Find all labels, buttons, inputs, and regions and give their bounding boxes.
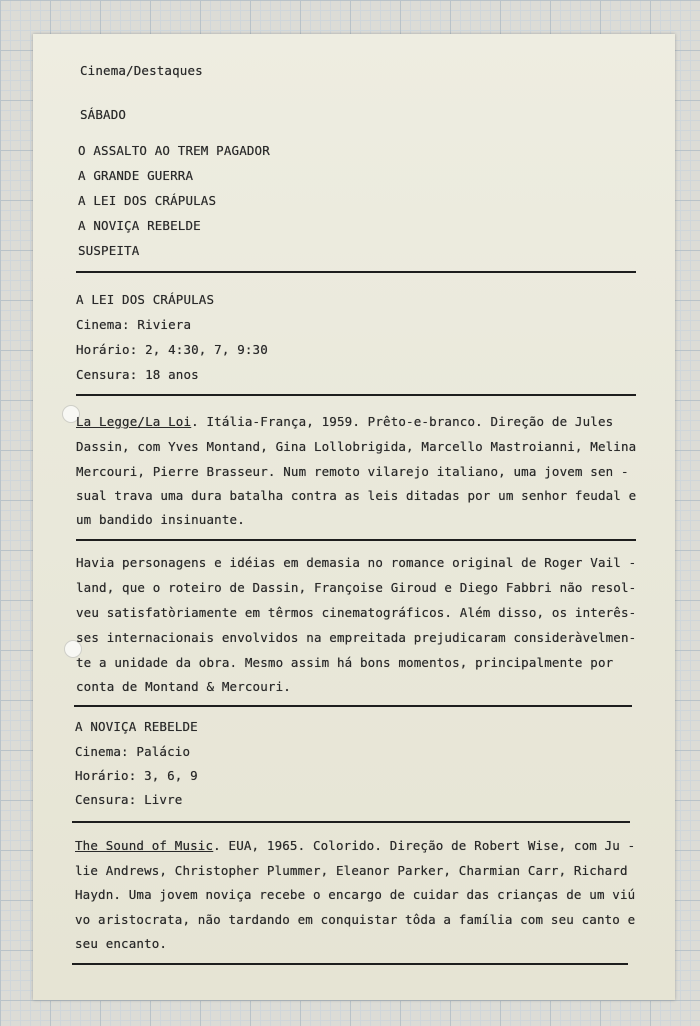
synopsis-line: Dassin, com Yves Montand, Gina Lollobrigida, Marcello Mastroianni, Melina <box>76 439 637 454</box>
showtimes: Horário: 2, 4:30, 7, 9:30 <box>76 342 268 357</box>
day-heading: SÁBADO <box>80 107 127 122</box>
review-line: Havia personagens e idéias em demasia no romance original de Roger Vail - <box>76 555 637 570</box>
synopsis-line: Haydn. Uma jovem noviça recebe o encargo de cuidar das crianças de um viú <box>75 887 636 902</box>
rating: Censura: 18 anos <box>76 367 199 382</box>
film-title: A LEI DOS CRÁPULAS <box>76 292 215 307</box>
cinema-name: Cinema: Riviera <box>76 317 192 332</box>
film-list-item: A LEI DOS CRÁPULAS <box>78 193 217 208</box>
section-heading: Cinema/Destaques <box>80 63 203 78</box>
film-title: A NOVIÇA REBELDE <box>75 719 198 734</box>
divider <box>74 705 632 707</box>
divider <box>72 821 630 823</box>
original-title: The Sound of Music <box>75 838 214 853</box>
divider <box>76 271 636 273</box>
film-list-item: O ASSALTO AO TREM PAGADOR <box>78 143 270 158</box>
synopsis-line: The Sound of Music. EUA, 1965. Colorido. Direção de Robert Wise, com Ju - <box>75 838 636 853</box>
cinema-name: Cinema: Palácio <box>75 744 191 759</box>
synopsis-line: seu encanto. <box>75 936 168 951</box>
rating: Censura: Livre <box>75 792 183 807</box>
synopsis-line: sual trava uma dura batalha contra as leis ditadas por um senhor feudal e <box>76 488 637 503</box>
divider <box>76 394 636 396</box>
synopsis-line: Mercouri, Pierre Brasseur. Num remoto vilarejo italiano, uma jovem sen - <box>76 464 629 479</box>
film-list-item: SUSPEITA <box>78 243 140 258</box>
film-list-item: A GRANDE GUERRA <box>78 168 194 183</box>
synopsis-line: um bandido insinuante. <box>76 512 245 527</box>
original-title: La Legge/La Loi <box>76 414 192 429</box>
review-line: ses internacionais envolvidos na empreitada prejudicaram consideràvelmen- <box>76 630 637 645</box>
divider <box>72 963 628 965</box>
synopsis-line: vo aristocrata, não tardando em conquistar tôda a família com seu canto e <box>75 912 636 927</box>
synopsis-line: lie Andrews, Christopher Plummer, Eleanor Parker, Charmian Carr, Richard <box>75 863 628 878</box>
showtimes: Horário: 3, 6, 9 <box>75 768 198 783</box>
review-line: conta de Montand & Mercouri. <box>76 679 291 694</box>
review-line: te a unidade da obra. Mesmo assim há bons momentos, principalmente por <box>76 655 614 670</box>
synopsis-line: La Legge/La Loi. Itália-França, 1959. Prêto-e-branco. Direção de Jules <box>76 414 614 429</box>
film-list-item: A NOVIÇA REBELDE <box>78 218 201 233</box>
review-line: veu satisfatòriamente em têrmos cinematográficos. Além disso, os interês- <box>76 605 637 620</box>
review-line: land, que o roteiro de Dassin, Françoise Giroud e Diego Fabbri não resol- <box>76 580 637 595</box>
divider <box>76 539 636 541</box>
